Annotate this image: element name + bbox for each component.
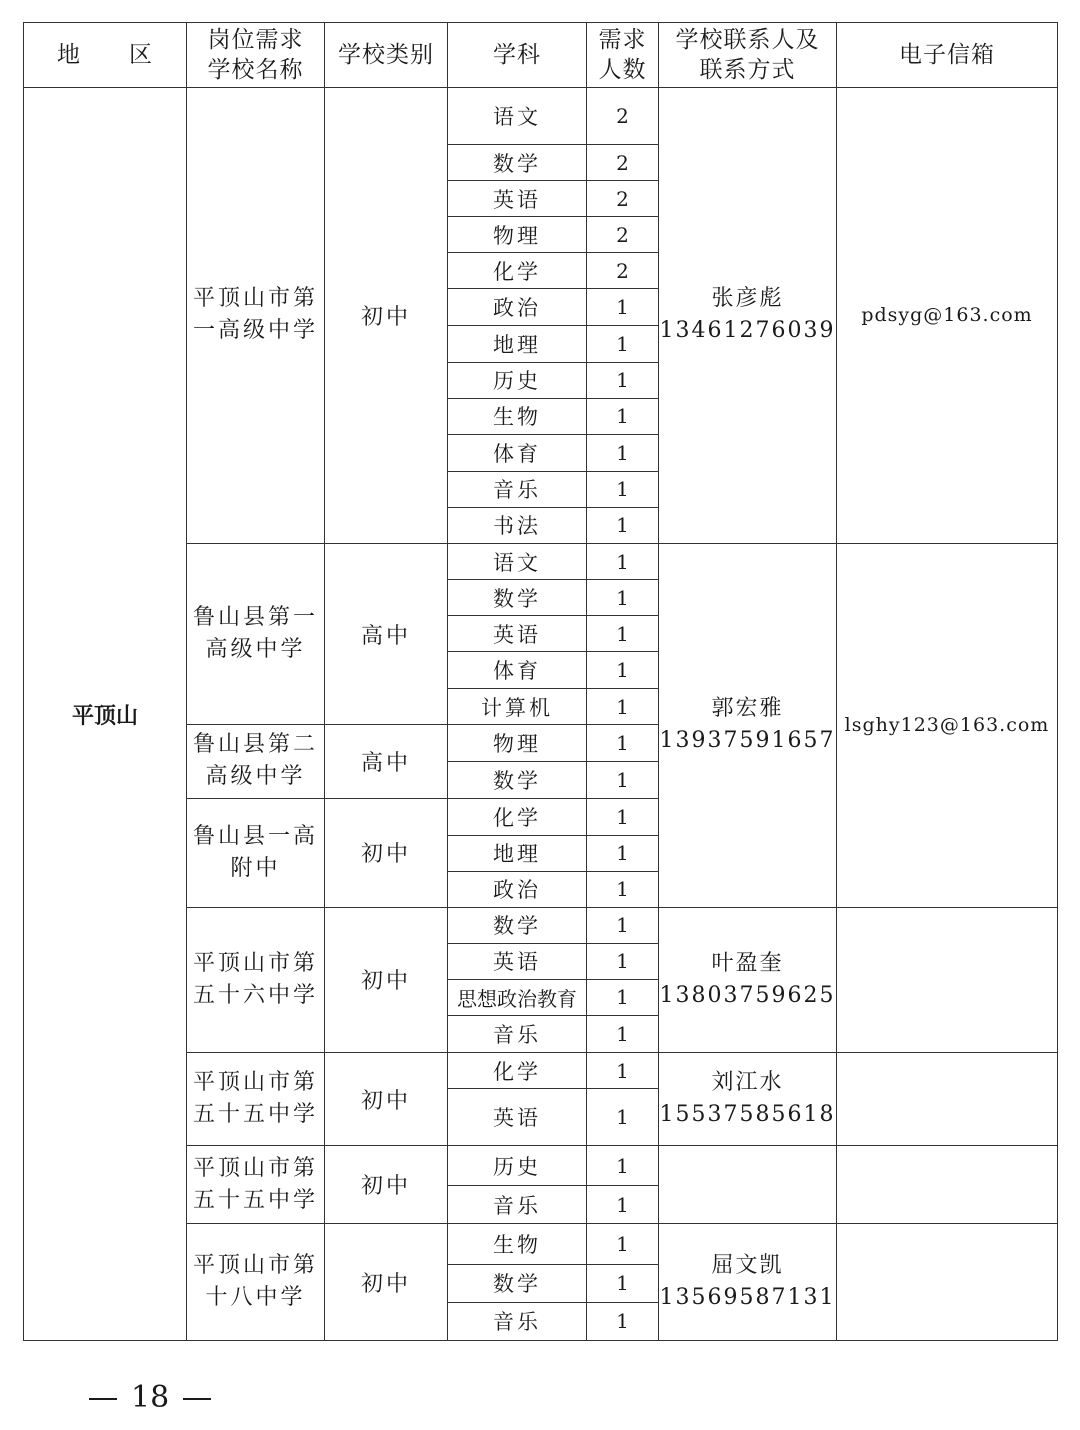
subject-cell: 音乐 [448,1016,587,1053]
subject-cell: 思想政治教育 [448,979,587,1015]
header-contact: 学校联系人及 联系方式 [659,23,837,88]
subject-cell: 数学 [448,907,587,943]
header-subject: 学科 [448,23,587,88]
school-name-line1: 鲁山县一高 [192,823,318,849]
subject-cell: 语文 [448,88,587,145]
school-type-cell: 初中 [325,1224,448,1341]
school-name-line2: 一高级中学 [192,318,318,344]
page-number-value: 18 [131,1380,170,1415]
school-name-cell [187,1146,325,1224]
header-count: 需求 人数 [587,23,659,88]
email-cell [837,1224,1058,1341]
subject-cell: 历史 [448,362,587,398]
subject-cell: 英语 [448,943,587,979]
subject-cell: 音乐 [448,471,587,507]
count-cell: 2 [587,217,659,253]
subject-cell: 物理 [448,217,587,253]
email-cell [837,907,1058,1052]
school-name-cell [187,88,325,544]
count-cell: 1 [587,289,659,325]
subject-cell: 数学 [448,762,587,798]
school-name-line2: 五十五中学 [192,1187,318,1213]
count-cell: 2 [587,88,659,145]
school-name-cell [187,798,325,907]
school-name-line2: 五十六中学 [192,982,318,1008]
contact-cell [659,88,837,544]
school-name-line2: 五十五中学 [192,1102,318,1128]
header-school-name: 岗位需求 学校名称 [187,23,325,88]
subject-cell: 化学 [448,798,587,835]
region-cell [24,88,187,1341]
school-type-cell: 高中 [325,543,448,724]
count-cell: 1 [587,871,659,907]
count-cell: 1 [587,1016,659,1053]
school-name-line1: 鲁山县第一 [192,605,318,631]
contact-cell [659,907,837,1052]
count-cell: 1 [587,616,659,652]
count-cell: 1 [587,362,659,398]
count-cell: 1 [587,1302,659,1340]
contact-name: 刘江水 [711,1070,784,1096]
school-type-cell: 高中 [325,725,448,798]
count-cell: 1 [587,907,659,943]
header-email: 电子信箱 [837,23,1058,88]
count-cell: 1 [587,1224,659,1264]
contact-name: 张彦彪 [711,286,784,312]
subject-cell: 历史 [448,1146,587,1186]
count-cell: 1 [587,1186,659,1224]
contact-phone: 15537585618 [659,1102,836,1128]
email-cell: lsghy123@163.com [837,543,1058,907]
count-cell: 1 [587,1053,659,1089]
school-type-cell: 初中 [325,798,448,907]
school-type-cell: 初中 [325,88,448,544]
page-number [75,1380,225,1415]
subject-cell: 语文 [448,543,587,579]
school-name-cell [187,725,325,798]
contact-phone: 13461276039 [659,318,836,344]
school-type-cell: 初中 [325,1053,448,1146]
email-cell [837,1053,1058,1146]
contact-cell [659,1224,837,1341]
count-cell: 1 [587,725,659,762]
count-cell: 1 [587,1264,659,1302]
region-label: 平顶山 [71,703,138,729]
contact-phone: 13569587131 [659,1285,836,1311]
school-name-cell [187,1224,325,1341]
count-cell: 2 [587,145,659,181]
school-type-cell: 初中 [325,907,448,1052]
dash-right [183,1398,211,1400]
school-name-line1: 平顶山市第 [192,950,318,976]
school-name-line1: 平顶山市第 [192,1155,318,1181]
school-name-line1: 鲁山县第二 [192,732,318,758]
subject-cell: 数学 [448,580,587,616]
subject-cell: 物理 [448,725,587,762]
school-name-line2: 高级中学 [205,764,306,790]
table-row [24,88,1058,145]
school-name-line2: 高级中学 [205,637,306,663]
school-name-line2: 十八中学 [205,1285,306,1311]
school-type-cell: 初中 [325,1146,448,1224]
subject-cell: 政治 [448,871,587,907]
subject-cell: 英语 [448,616,587,652]
subject-cell: 数学 [448,1264,587,1302]
count-cell: 1 [587,689,659,725]
count-cell: 1 [587,798,659,835]
dash-left [89,1398,117,1400]
count-cell: 2 [587,253,659,289]
count-cell: 1 [587,471,659,507]
subject-cell: 计算机 [448,689,587,725]
subject-cell: 体育 [448,652,587,689]
subject-cell: 英语 [448,181,587,217]
count-cell: 2 [587,181,659,217]
contact-name: 叶盈奎 [711,950,784,976]
table-body [24,88,1058,1341]
contact-name: 郭宏雅 [711,696,784,722]
contact-phone: 13937591657 [659,728,836,754]
email-cell: pdsyg@163.com [837,88,1058,544]
count-cell: 1 [587,507,659,543]
subject-cell: 化学 [448,253,587,289]
header-row [24,23,1058,88]
subject-cell: 生物 [448,1224,587,1264]
count-cell: 1 [587,398,659,434]
header-region: 地 区 [24,23,187,88]
school-name-cell [187,543,325,724]
subject-cell: 地理 [448,325,587,362]
subject-cell: 音乐 [448,1186,587,1224]
count-cell: 1 [587,1146,659,1186]
contact-cell [659,543,837,907]
school-name-line1: 平顶山市第 [192,1070,318,1096]
contact-cell [659,1053,837,1146]
contact-name: 屈文凯 [711,1253,784,1279]
subject-cell: 音乐 [448,1302,587,1340]
school-name-line2: 附中 [230,855,281,881]
count-cell: 1 [587,543,659,579]
email-cell [837,1146,1058,1224]
recruitment-table [23,22,1058,1341]
school-name-cell [187,1053,325,1146]
school-name-line1: 平顶山市第 [192,1253,318,1279]
subject-cell: 地理 [448,835,587,871]
count-cell: 1 [587,1089,659,1146]
subject-cell: 体育 [448,434,587,471]
subject-cell: 政治 [448,289,587,325]
subject-cell: 数学 [448,145,587,181]
subject-cell: 英语 [448,1089,587,1146]
count-cell: 1 [587,762,659,798]
subject-cell: 书法 [448,507,587,543]
count-cell: 1 [587,652,659,689]
contact-cell [659,1146,837,1224]
count-cell: 1 [587,434,659,471]
count-cell: 1 [587,325,659,362]
subject-cell: 化学 [448,1053,587,1089]
count-cell: 1 [587,835,659,871]
contact-phone: 13803759625 [659,982,836,1008]
school-name-cell [187,907,325,1052]
school-name-line1: 平顶山市第 [192,286,318,312]
count-cell: 1 [587,580,659,616]
header-school-type: 学校类别 [325,23,448,88]
count-cell: 1 [587,943,659,979]
count-cell: 1 [587,979,659,1015]
subject-cell: 生物 [448,398,587,434]
